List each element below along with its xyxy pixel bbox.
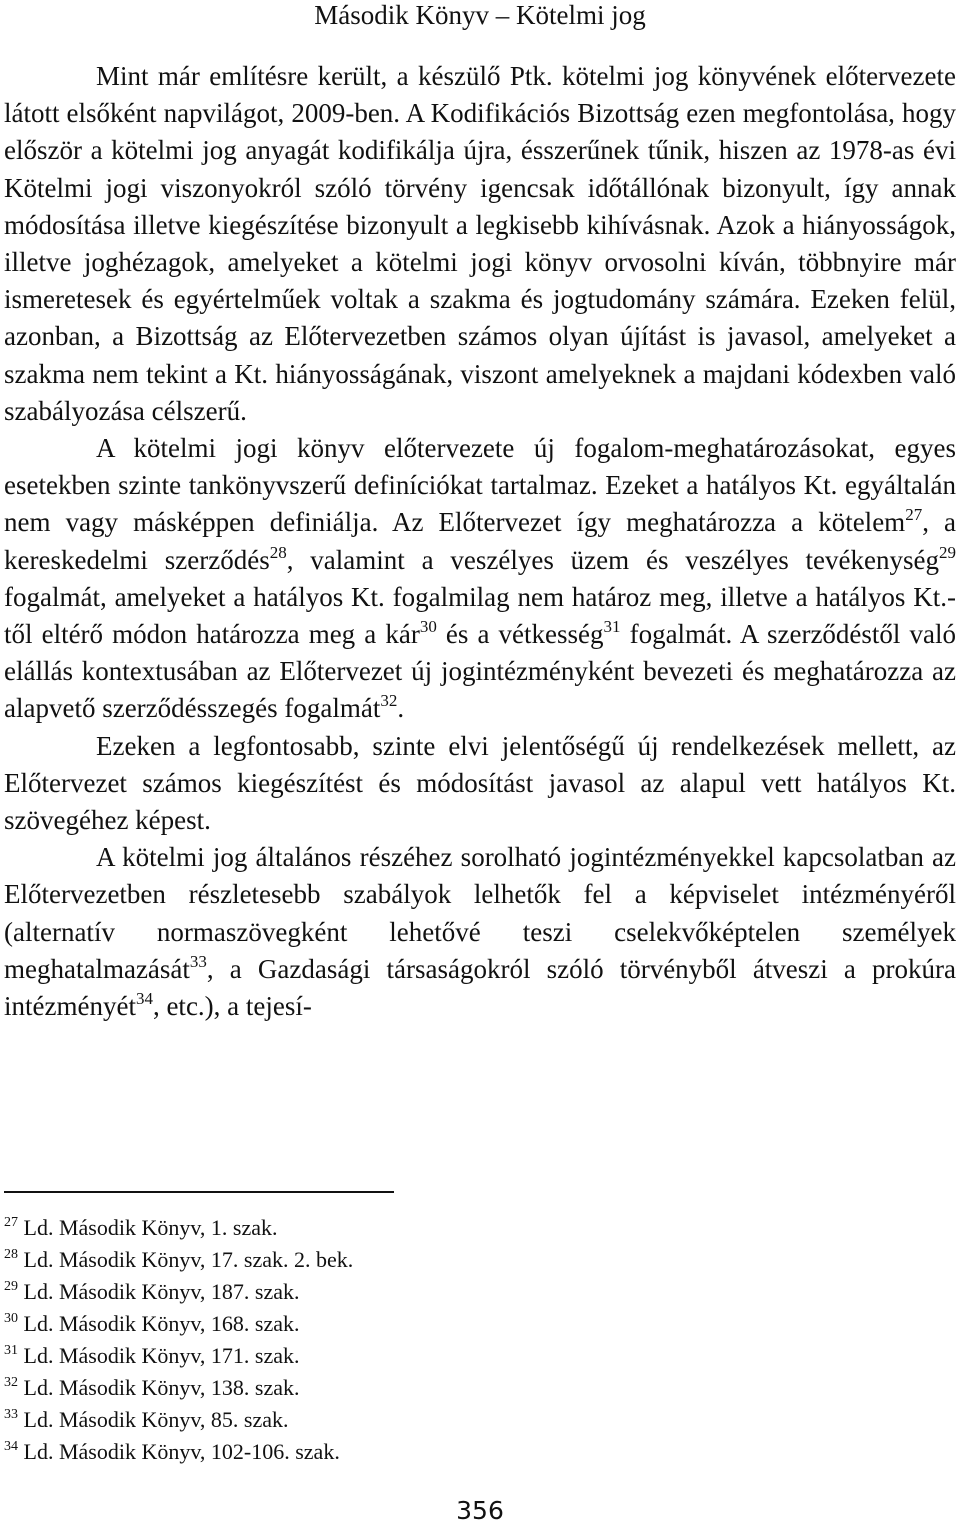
footnote-30 (4, 1308, 704, 1340)
footnotes (4, 1212, 704, 1468)
footnote-text: Ld. Második Könyv, 17. szak. 2. bek. (18, 1247, 354, 1272)
footnote-text: Ld. Második Könyv, 85. szak. (18, 1407, 289, 1432)
footnote-reference-27[interactable]: 27 (905, 505, 923, 525)
footnote-number: 28 (4, 1247, 18, 1262)
paragraph-2 (4, 430, 956, 728)
footnote-text: Ld. Második Könyv, 102-106. szak. (18, 1439, 340, 1464)
paragraph-text: , etc.), a tejesí- (152, 991, 312, 1022)
footnote-number: 31 (4, 1343, 18, 1358)
paragraph-3 (4, 728, 956, 840)
footnote-27 (4, 1212, 704, 1244)
paragraph-text: , a Gazdasági társaságokról szóló törvényből átveszi a prokúra intézményét (4, 953, 956, 1022)
paragraph-4 (4, 839, 956, 1025)
footnote-text: Ld. Második Könyv, 171. szak. (18, 1343, 300, 1368)
footnote-number: 27 (4, 1215, 18, 1230)
footnote-32 (4, 1372, 704, 1404)
body-text (4, 58, 956, 1025)
footnote-number: 32 (4, 1375, 18, 1390)
footnote-31 (4, 1340, 704, 1372)
running-header: Második Könyv – Kötelmi jog (314, 0, 646, 30)
paragraph-text: A kötelmi jog általános részéhez sorolható jogintézményekkel kapcsolatban az Előtervezetben részletesebb szabályok lelhetők fel a képviselet intézményéről (alternatív normaszövegként lehetővé teszi cselekvőképtelen személyek meghatalmazását (4, 842, 956, 984)
footnote-reference-31[interactable]: 31 (603, 617, 621, 637)
footnote-number: 34 (4, 1439, 18, 1454)
paragraph-text: A kötelmi jogi könyv előtervezete új fogalom-meghatározásokat, egyes esetekben szinte tankönyvszerű definíciókat tartalmaz. Ezeket a hatályos Kt. egyáltalán nem vagy másképpen definiálja. Az Előtervezet így meghatározza a kötelem (4, 433, 956, 538)
footnote-29 (4, 1276, 704, 1308)
page-number: 356 (456, 1496, 504, 1525)
footnote-text: Ld. Második Könyv, 1. szak. (18, 1215, 278, 1240)
paragraph-text: fogalmát, amelyeket a hatályos Kt. fogalmilag nem határoz meg, illetve a hatályos Kt.-től eltérő módon határozza meg a kár (4, 581, 956, 650)
paragraph-text: fogalmát. A szerződéstől való elállás kontextusában az Előtervezet új jogintézményként bevezeti és meghatározza az alapvető szerződésszegés fogalmát (4, 619, 956, 724)
footnote-reference-28[interactable]: 28 (269, 542, 287, 562)
paragraph-text: Ezeken a legfontosabb, szinte elvi jelentőségű új rendelkezések mellett, az Előtervezet számos kiegészítést és módosítást javasol az alapul vett hatályos Kt. szövegéhez képest. (4, 730, 956, 836)
paragraph-text: Mint már említésre került, a készülő Ptk. kötelmi jog könyvének előtervezete látott elsőként napvilágot, 2009-ben. A Kodifikációs Bizottság ezen megfontolása, hogy először a kötelmi jog anyagát kodifikálja újra, ésszerűnek tűnik, hiszen az 1978-as évi Kötelmi jogi viszonyokról szóló törvény igencsak időtállónak bizonyult, így annak módosítása illetve kiegészítése bizonyult a legkisebb kihívásnak. Azok a hiányosságok, illetve joghézagok, amelyeket a kötelmi jogi könyv orvosolni kíván, többnyire már ismeretesek és egyértelműek voltak a szakma és jogtudomány számára. Ezeken felül, azonban, a Bizottság az Előtervezetben számos olyan újítást is javasol, amelyeket a szakma nem tekint a Kt. hiányosságának, viszont amelyeknek a majdani kódexben való szabályozása célszerű. (4, 61, 956, 426)
footnote-34 (4, 1436, 704, 1468)
footnote-33 (4, 1404, 704, 1436)
paragraph-text: , valamint a veszélyes üzem és veszélyes tevékenység (286, 544, 940, 575)
footnote-reference-34[interactable]: 34 (135, 989, 153, 1009)
footnote-separator (4, 1191, 394, 1193)
footnote-28 (4, 1244, 704, 1276)
paragraph-1 (4, 58, 956, 430)
footnote-reference-30[interactable]: 30 (419, 617, 437, 637)
footnote-reference-33[interactable]: 33 (189, 951, 207, 971)
footnote-text: Ld. Második Könyv, 138. szak. (18, 1375, 300, 1400)
footnote-text: Ld. Második Könyv, 168. szak. (18, 1311, 300, 1336)
paragraph-text: . (397, 693, 405, 724)
footnote-number: 33 (4, 1407, 18, 1422)
footnote-reference-32[interactable]: 32 (380, 691, 398, 711)
paragraph-text: , a kereskedelmi szerződés (4, 507, 957, 575)
footnote-text: Ld. Második Könyv, 187. szak. (18, 1279, 300, 1304)
footnote-number: 29 (4, 1279, 18, 1294)
footnote-number: 30 (4, 1311, 18, 1326)
footnote-reference-29[interactable]: 29 (939, 542, 957, 562)
paragraph-text: és a vétkesség (436, 619, 604, 650)
